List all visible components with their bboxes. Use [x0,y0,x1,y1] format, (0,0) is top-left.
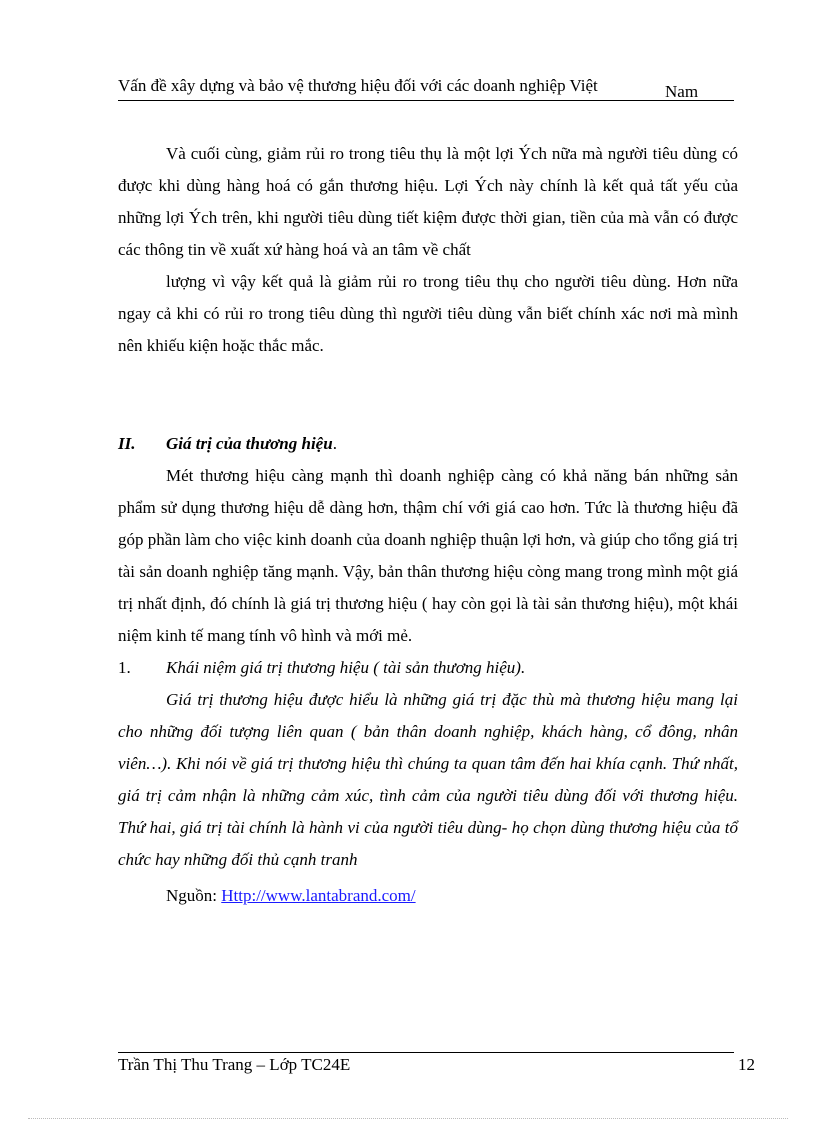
source-citation [118,880,738,912]
section-number: II. [118,434,136,453]
footer-rule [118,1052,734,1053]
paragraph-brand-value-definition: Giá trị thương hiệu được hiểu là những giá trị đặc thù mà thương hiệu mang lại cho những đối tượng liên quan ( bản thân doanh nghiệp, khách hàng, cổ đông, nhân viên…). Khi nói về giá trị thương hiệu thì chúng ta quan tâm đến hai khía cạnh. Thứ nhất, giá trị cảm nhận là những cảm xúc, tình cảm của người tiêu dùng đối với thương hiệu. Thứ hai, giá trị tài chính là hành vi của người tiêu dùng- họ chọn dùng thương hiệu của tổ chức hay những đối thủ cạnh tranh [118,690,738,869]
header-title: Vấn đề xây dựng và bảo vệ thương hiệu đối với các doanh nghiệp Việt [118,76,598,95]
header-title-tail: Nam [665,82,699,101]
running-header [118,76,734,101]
source-link[interactable]: Http://www.lantabrand.com/ [221,886,416,905]
page-body [118,138,738,912]
footer-author: Trần Thị Thu Trang – Lớp TC24E [118,1055,351,1074]
subsection-number: 1. [118,658,131,677]
subsection-title: Khái niệm giá trị thương hiệu ( tài sản thương hiệu). [166,658,526,677]
paragraph-brand-value-intro: Mét thương hiệu càng mạnh thì doanh nghiệp càng có khả năng bán những sản phẩm sử dụng thương hiệu dễ dàng hơn, thậm chí với giá cao hơn. Tức là thương hiệu đã góp phần làm cho việc kinh doanh của doanh nghiệp thuận lợi hơn, và giúp cho tổng giá trị tài sản doanh nghiệp tăng mạnh. Vậy, bản thân thương hiệu còng mang trong mình một giá trị nhất định, đó chính là giá trị thương hiệu ( hay còn gọi là tài sản thương hiệu), một khái niệm kinh tế mang tính vô hình và mới mẻ. [118,466,738,645]
subsection-heading [118,652,738,684]
section-heading [118,428,738,460]
paragraph-risk-continued: lượng vì vậy kết quả là giảm rủi ro trong tiêu thụ cho người tiêu dùng. Hơn nữa ngay cả khi có rủi ro trong tiêu dùng thì người tiêu dùng vẫn biết chính xác nơi mà mình nên khiếu kiện hoặc thắc mắc. [118,272,738,355]
section-title: Giá trị của thương hiệu [166,434,333,453]
source-label: Nguồn: [166,886,217,905]
paragraph-risk-reduction: Và cuối cùng, giảm rủi ro trong tiêu thụ là một lợi Ých nữa mà người tiêu dùng có được khi dùng hàng hoá có gắn thương hiệu. Lợi Ých này chính là kết quả tất yếu của những lợi Ých trên, khi người tiêu dùng tiết kiệm được thời gian, tiền của mà vẫn có được các thông tin về xuất xứ hàng hoá và an tâm về chất [118,144,738,259]
section-title-period: . [332,434,337,453]
page-number: 12 [738,1055,755,1074]
page-edge-dots [28,1118,788,1119]
